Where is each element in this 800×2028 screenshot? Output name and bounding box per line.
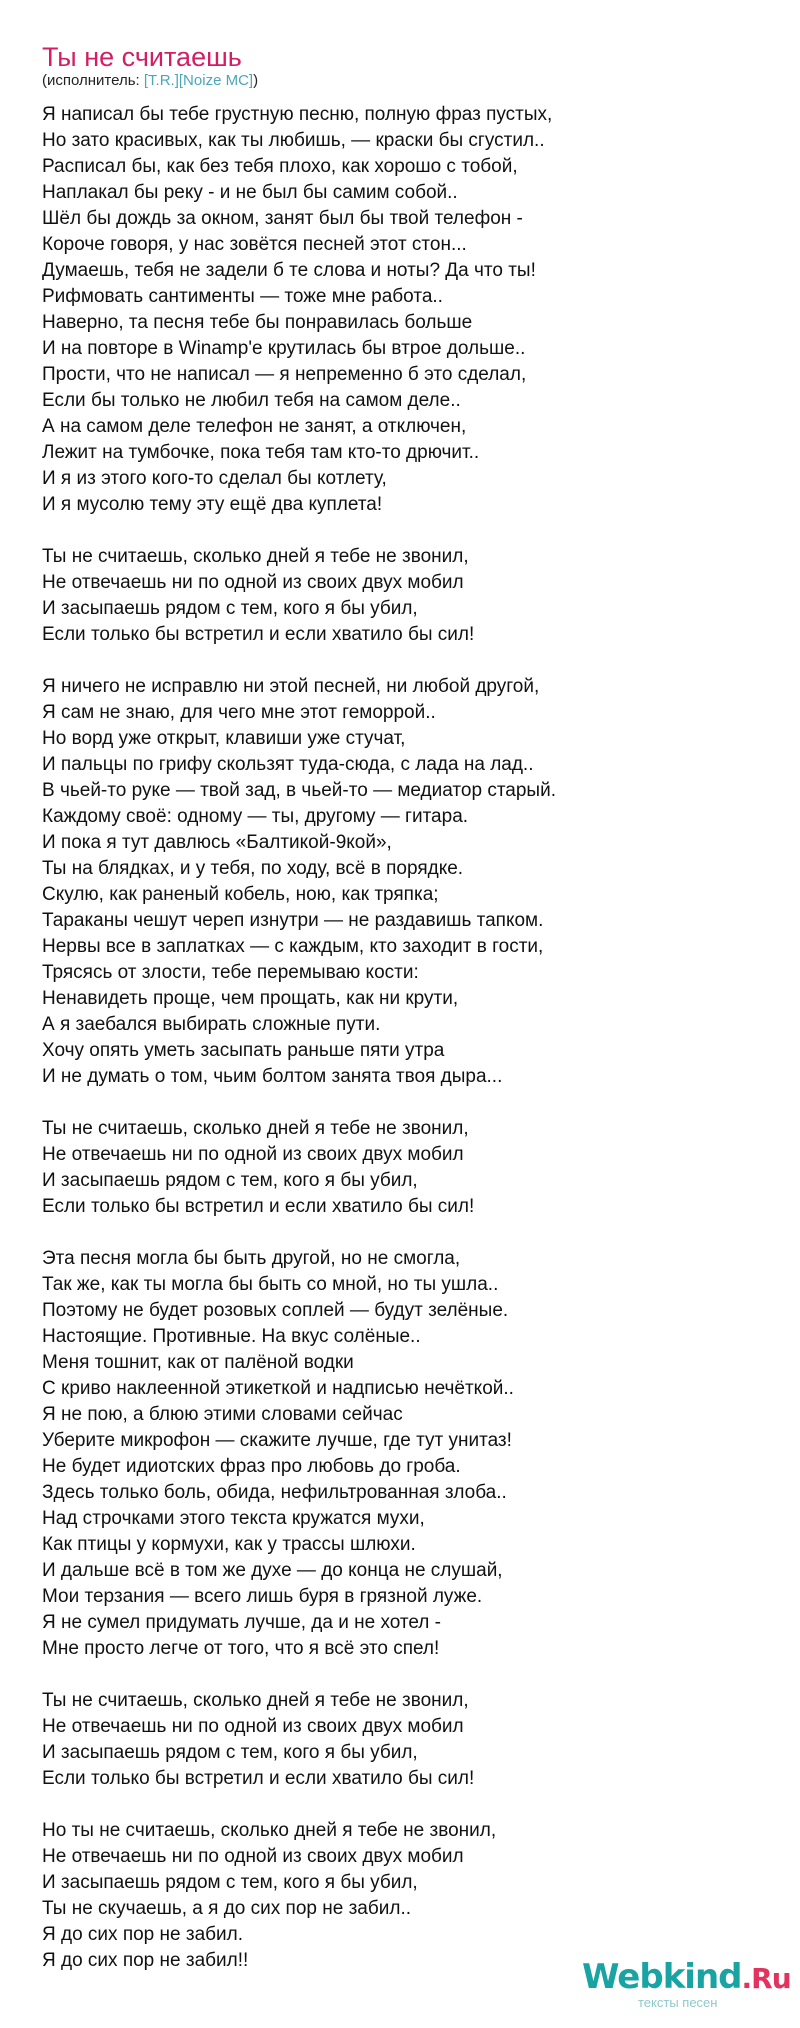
lyrics-body <box>42 102 762 2000</box>
lyrics-line: Каждому своё: одному — ты, другому — гитара. <box>42 806 469 827</box>
lyrics-line: Шёл бы дождь за окном, занят был бы твой телефон - <box>42 208 523 229</box>
lyrics-line: Скулю, как раненый кобель, ною, как тряпка; <box>42 884 439 905</box>
lyrics-line: И пока я тут давлюсь «Балтикой-9кой», <box>42 832 392 853</box>
lyrics-line: Ты на блядках, и у тебя, по ходу, всё в порядке. <box>42 858 464 879</box>
lyrics-line: И засыпаешь рядом с тем, кого я бы убил, <box>42 1742 418 1763</box>
lyrics-line: Наверно, та песня тебе бы понравилась больше <box>42 312 473 333</box>
lyrics-line: Думаешь, тебя не задели б те слова и ноты? Да что ты! <box>42 260 536 281</box>
lyrics-line: Ты не считаешь, сколько дней я тебе не звонил, <box>42 1118 469 1139</box>
lyrics-line: Я до сих пор не забил. <box>42 1924 244 1945</box>
artist-link-tr[interactable]: [T.R.] <box>143 72 179 89</box>
lyrics-line: Поэтому не будет розовых соплей — будут зелёные. <box>42 1300 509 1321</box>
lyrics-line: И засыпаешь рядом с тем, кого я бы убил, <box>42 1872 418 1893</box>
lyrics-line: Эта песня могла бы быть другой, но не смогла, <box>42 1248 461 1269</box>
site-logo[interactable] <box>582 1957 791 2017</box>
artist-line <box>42 71 258 91</box>
lyrics-line: Мне просто легче от того, что я всё это спел! <box>42 1638 440 1659</box>
lyrics-line: Расписал бы, как без тебя плохо, как хорошо с тобой, <box>42 156 518 177</box>
lyrics-line: Не отвечаешь ни по одной из своих двух мобил <box>42 1846 464 1867</box>
lyrics-line: Над строчками этого текста кружатся мухи, <box>42 1508 425 1529</box>
lyrics-stanza <box>42 1246 762 1662</box>
lyrics-line: И я мусолю тему эту ещё два куплета! <box>42 494 383 515</box>
lyrics-line: Я ничего не исправлю ни этой песней, ни любой другой, <box>42 676 540 697</box>
song-title: Ты не считаешь <box>42 42 242 72</box>
lyrics-line: Я написал бы тебе грустную песню, полную фраз пустых, <box>42 104 553 125</box>
lyrics-line: С криво наклеенной этикеткой и надписью нечёткой.. <box>42 1378 514 1399</box>
lyrics-line: Но зато красивых, как ты любишь, — краски бы сгустил.. <box>42 130 545 151</box>
lyrics-line: Ты не скучаешь, а я до сих пор не забил.. <box>42 1898 411 1919</box>
lyrics-line: Не отвечаешь ни по одной из своих двух мобил <box>42 572 464 593</box>
lyrics-line: Я не пою, а блюю этими словами сейчас <box>42 1404 403 1425</box>
lyrics-line: Не отвечаешь ни по одной из своих двух мобил <box>42 1716 464 1737</box>
lyrics-line: Настоящие. Противные. На вкус солёные.. <box>42 1326 421 1347</box>
lyrics-line: Хочу опять уметь засыпать раньше пяти утра <box>42 1040 445 1061</box>
lyrics-line: Короче говоря, у нас зовётся песней этот стон... <box>42 234 467 255</box>
lyrics-line: И засыпаешь рядом с тем, кого я бы убил, <box>42 1170 418 1191</box>
lyrics-line: И я из этого кого-то сделал бы котлету, <box>42 468 387 489</box>
lyrics-line: А на самом деле телефон не занят, а отключен, <box>42 416 467 437</box>
lyrics-stanza <box>42 102 762 518</box>
lyrics-line: Нервы все в заплатках — с каждым, кто заходит в гости, <box>42 936 544 957</box>
lyrics-line: Уберите микрофон — скажите лучше, где тут унитаз! <box>42 1430 512 1451</box>
lyrics-line: И засыпаешь рядом с тем, кого я бы убил, <box>42 598 418 619</box>
lyrics-stanza <box>42 1116 762 1220</box>
lyrics-line: Мои терзания — всего лишь буря в грязной луже. <box>42 1586 483 1607</box>
lyrics-stanza <box>42 1818 762 1974</box>
lyrics-line: Здесь только боль, обида, нефильтрованная злоба.. <box>42 1482 507 1503</box>
lyrics-line: А я заебался выбирать сложные пути. <box>42 1014 381 1035</box>
lyrics-line: Не будет идиотских фраз про любовь до гроба. <box>42 1456 461 1477</box>
logo-name: Webkind <box>582 1957 742 1997</box>
lyrics-line: Как птицы у кормухи, как у трассы шлюхи. <box>42 1534 416 1555</box>
lyrics-line: Прости, что не написал — я непременно б это сделал, <box>42 364 527 385</box>
lyrics-line: Тараканы чешут череп изнутри — не раздавишь тапком. <box>42 910 544 931</box>
lyrics-line: Ты не считаешь, сколько дней я тебе не звонил, <box>42 546 469 567</box>
artist-prefix: (исполнитель: <box>42 72 144 89</box>
lyrics-line: Лежит на тумбочке, пока тебя там кто-то дрючит.. <box>42 442 480 463</box>
lyrics-line: И не думать о том, чьим болтом занята твоя дыра... <box>42 1066 503 1087</box>
logo-wordmark <box>582 1957 791 1999</box>
lyrics-line: В чьей-то руке — твой зад, в чьей-то — медиатор старый. <box>42 780 556 801</box>
lyrics-line: Я до сих пор не забил!! <box>42 1950 249 1971</box>
lyrics-line: Ненавидеть проще, чем прощать, как ни крути, <box>42 988 459 1009</box>
lyrics-line: Если только бы встретил и если хватило бы сил! <box>42 1768 475 1789</box>
lyrics-line: И дальше всё в том же духе — до конца не слушай, <box>42 1560 503 1581</box>
lyrics-stanza <box>42 544 762 648</box>
lyrics-line: Но ворд уже открыт, клавиши уже стучат, <box>42 728 406 749</box>
lyrics-line: Меня тошнит, как от палёной водки <box>42 1352 354 1373</box>
lyrics-line: Если только бы встретил и если хватило бы сил! <box>42 624 475 645</box>
lyrics-line: Так же, как ты могла бы быть со мной, но ты ушла.. <box>42 1274 499 1295</box>
lyrics-line: Я сам не знаю, для чего мне этот геморрой.. <box>42 702 436 723</box>
lyrics-line: Если бы только не любил тебя на самом деле.. <box>42 390 461 411</box>
artist-suffix: ) <box>253 72 259 89</box>
lyrics-line: Наплакал бы реку - и не был бы самим собой.. <box>42 182 458 203</box>
artist-link-noize-mc[interactable]: [Noize MC] <box>178 72 254 89</box>
lyrics-line: И на повторе в Winamp'е крутилась бы втрое дольше.. <box>42 338 526 359</box>
logo-tagline: тексты песен <box>638 1995 718 2010</box>
lyrics-line: Ты не считаешь, сколько дней я тебе не звонил, <box>42 1690 469 1711</box>
lyrics-line: Но ты не считаешь, сколько дней я тебе не звонил, <box>42 1820 497 1841</box>
lyrics-stanza <box>42 674 762 1090</box>
lyrics-line: Я не сумел придумать лучше, да и не хотел - <box>42 1612 441 1633</box>
logo-tld: .Ru <box>741 1962 791 1995</box>
lyrics-line: Если только бы встретил и если хватило бы сил! <box>42 1196 475 1217</box>
lyrics-line: Рифмовать сантименты — тоже мне работа.. <box>42 286 443 307</box>
lyrics-line: Трясясь от злости, тебе перемываю кости: <box>42 962 419 983</box>
lyrics-line: И пальцы по грифу скользят туда-сюда, с лада на лад.. <box>42 754 534 775</box>
lyrics-stanza <box>42 1688 762 1792</box>
lyrics-line: Не отвечаешь ни по одной из своих двух мобил <box>42 1144 464 1165</box>
